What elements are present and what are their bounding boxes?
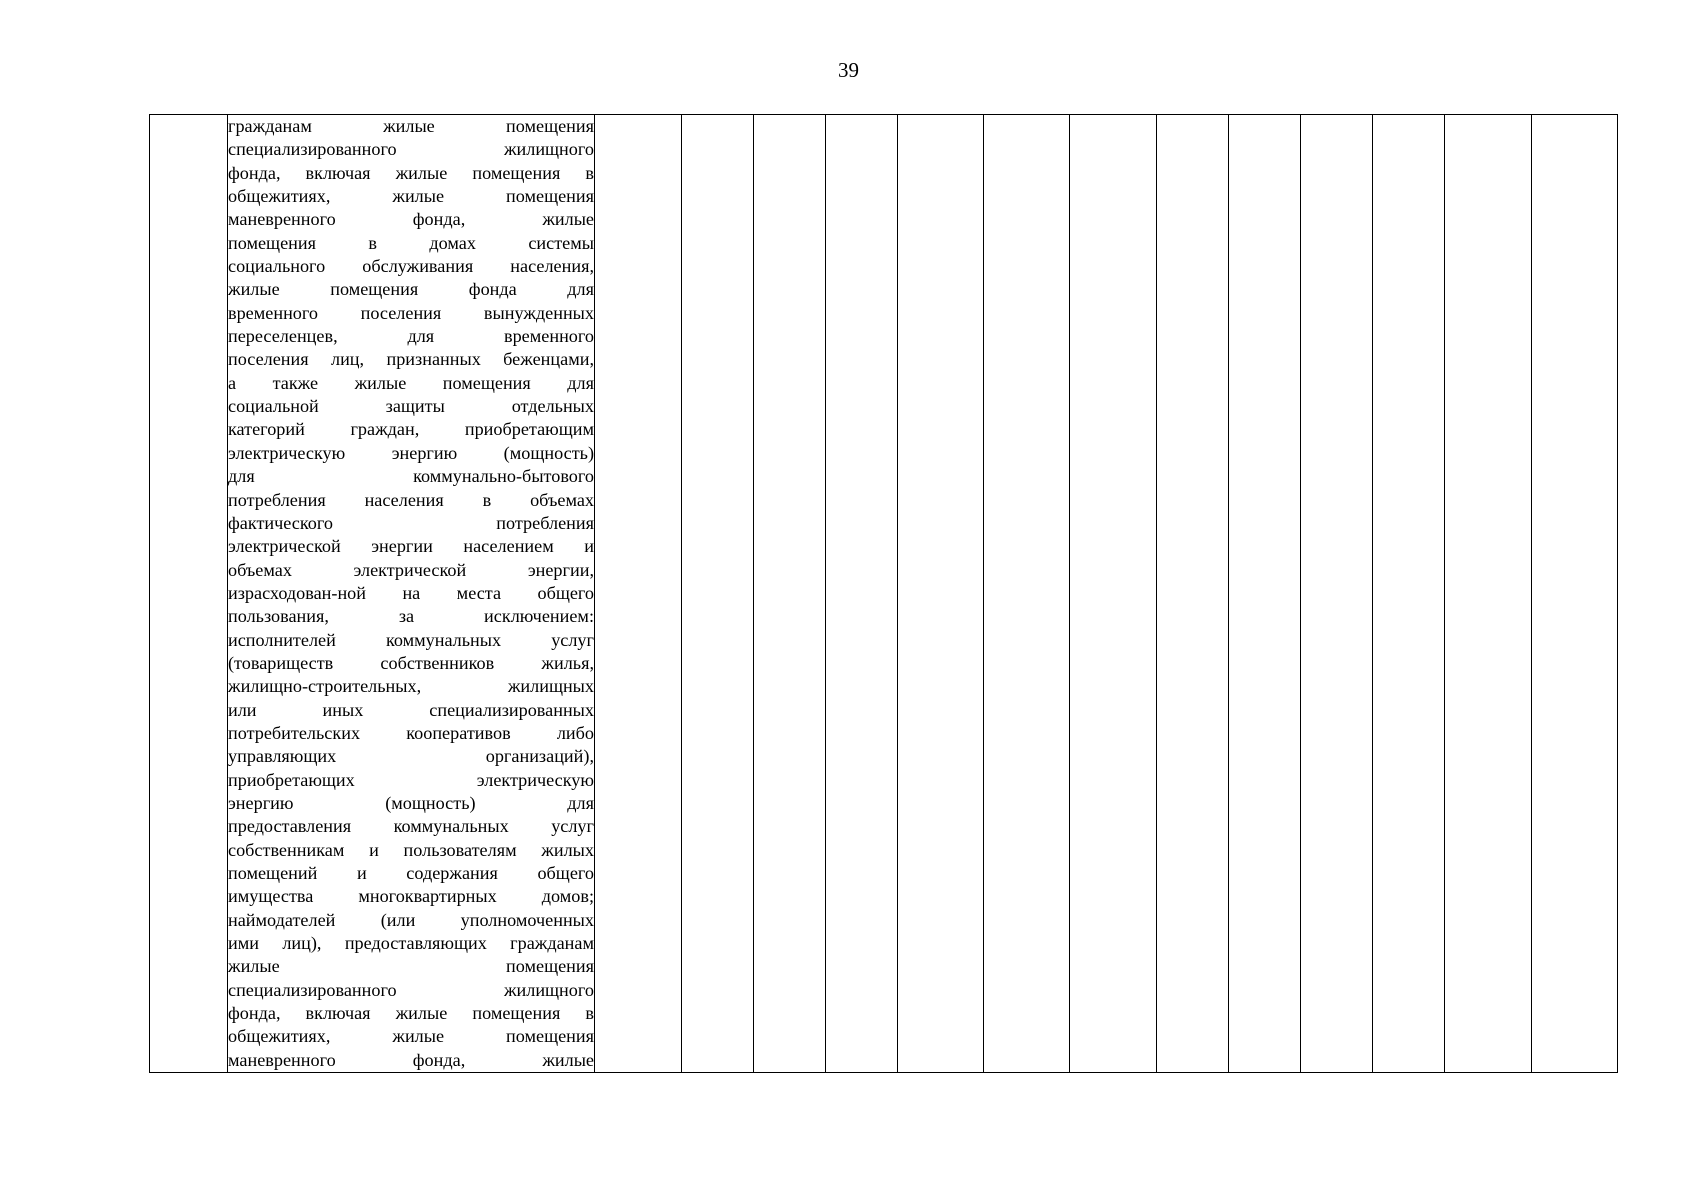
value-cell: [1229, 115, 1301, 1073]
value-cell: [682, 115, 754, 1073]
text-line: фактического потребления: [228, 512, 594, 533]
text-line: временного поселения вынужденных: [228, 302, 594, 323]
value-cell: [1445, 115, 1532, 1073]
text-line: маневренного фонда, жилые: [228, 1049, 594, 1070]
value-cell: [754, 115, 826, 1073]
text-line: исполнителей коммунальных услуг: [228, 629, 594, 650]
text-line: общежитиях, жилые помещения: [228, 186, 594, 207]
value-cell: [595, 115, 682, 1073]
text-line: пользования, за исключением:: [228, 606, 594, 627]
text-line: потребления населения в объемах: [228, 489, 594, 510]
text-line: поселения лиц, признанных беженцами,: [228, 349, 594, 370]
text-line: израсходован-ной на места общего: [228, 582, 594, 603]
text-line: переселенцев, для временного: [228, 326, 594, 347]
text-line: наймодателей (или уполномоченных: [228, 909, 594, 930]
text-line: социального обслуживания населения,: [228, 256, 594, 277]
text-line: для коммунально-бытового: [228, 466, 594, 487]
text-line: гражданам жилые помещения: [228, 116, 594, 136]
text-line: маневренного фонда, жилые: [228, 209, 594, 230]
text-line: социальной защиты отдельных: [228, 396, 594, 417]
text-line: жилые помещения фонда для: [228, 279, 594, 300]
value-cell: [1301, 115, 1373, 1073]
row-number-cell: [150, 115, 228, 1073]
text-line: жилищно-строительных, жилищных: [228, 676, 594, 697]
value-cell: [826, 115, 898, 1073]
text-line: или иных специализированных: [228, 699, 594, 720]
text-line: специализированного жилищного: [228, 979, 594, 1000]
text-line: электрическую энергию (мощность): [228, 442, 594, 463]
value-cell: [1157, 115, 1229, 1073]
value-cell: [1070, 115, 1157, 1073]
text-line: приобретающих электрическую: [228, 769, 594, 790]
text-line: объемах электрической энергии,: [228, 559, 594, 580]
value-cell: [984, 115, 1070, 1073]
text-line: предоставления коммунальных услуг: [228, 816, 594, 837]
text-line: фонда, включая жилые помещения в: [228, 162, 594, 183]
text-line: фонда, включая жилые помещения в: [228, 1003, 594, 1024]
text-line: энергию (мощность) для: [228, 792, 594, 813]
text-line: помещений и содержания общего: [228, 863, 594, 883]
text-line: управляющих организаций),: [228, 746, 594, 767]
text-line: имущества многоквартирных домов;: [228, 886, 594, 907]
text-line: жилые помещения: [228, 956, 594, 977]
text-line: собственникам и пользователям жилых: [228, 839, 594, 860]
value-cell: [898, 115, 984, 1073]
text-line: категорий граждан, приобретающим: [228, 419, 594, 440]
text-line: помещения в домах системы: [228, 232, 594, 253]
text-line: ими лиц), предоставляющих гражданам: [228, 933, 594, 954]
table-row: [150, 115, 1618, 1073]
page-number: 39: [838, 58, 859, 82]
text-line: а также жилые помещения для: [228, 372, 594, 393]
value-cell: [1373, 115, 1445, 1073]
value-cell: [1532, 115, 1618, 1073]
text-line: общежитиях, жилые помещения: [228, 1026, 594, 1047]
text-line: электрической энергии населением и: [228, 536, 594, 557]
text-line: потребительских кооперативов либо: [228, 722, 594, 743]
description-cell: [228, 115, 595, 1073]
text-line: (товариществ собственников жилья,: [228, 652, 594, 673]
description-text: [228, 115, 594, 1072]
document-table: [149, 114, 1618, 1073]
text-line: специализированного жилищного: [228, 139, 594, 160]
